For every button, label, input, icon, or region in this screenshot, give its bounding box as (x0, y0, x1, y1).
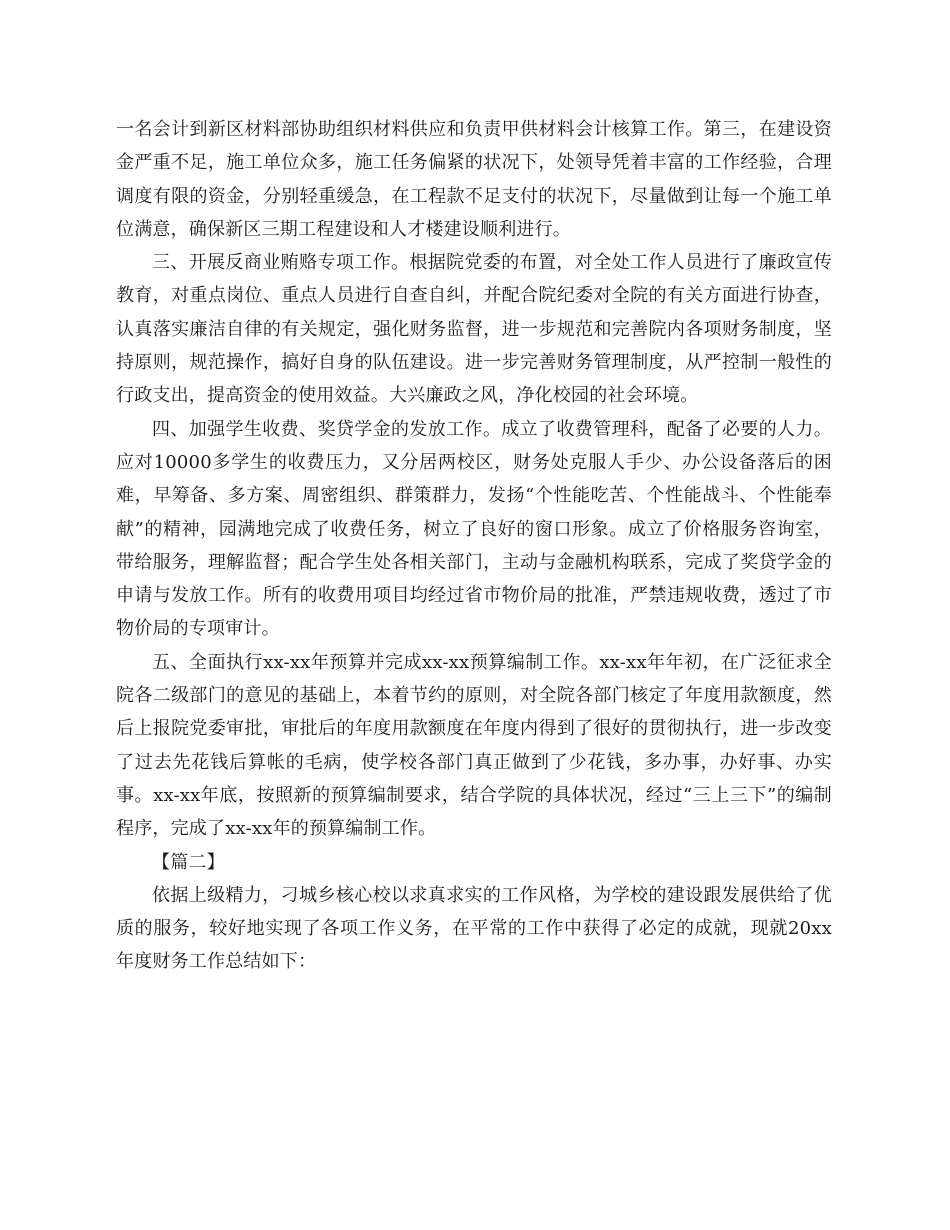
paragraph-continuation: 一名会计到新区材料部协助组织材料供应和负责甲供材料会计核算工作。第三，在建设资金严重不足，施工单位众多，施工任务偏紧的状况下，处领导凭着丰富的工作经验，合理调度有限的资金，分别轻重缓急，在工程款不足支付的状况下，尽量做到让每一个施工单位满意，确保新区三期工程建设和人才楼建设顺利进行。 (116, 119, 832, 240)
paragraph-intro: 依据上级精力，刁城乡核心校以求真求实的工作风格，为学校的建设跟发展供给了优质的服务，较好地实现了各项工作义务，在平常的工作中获得了必定的成就，现就20xx年度财务工作总结如下： (116, 884, 832, 973)
section-heading: 【篇二】 (152, 851, 225, 873)
document-body (116, 113, 832, 979)
paragraph-anti-bribery: 三、开展反商业贿赂专项工作。根据院党委的布置，对全处工作人员进行了廉政宣传教育，对重点岗位、重点人员进行自查自纠，并配合院纪委对全院的有关方面进行协查，认真落实廉洁自律的有关规定，强化财务监督，进一步规范和完善院内各项财务制度，坚持原则，规范操作，搞好自身的队伍建设。进一步完善财务管理制度，从严控制一般性的行政支出，提高资金的使用效益。大兴廉政之风，净化校园的社会环境。 (116, 252, 832, 407)
paragraph-student-fees: 四、加强学生收费、奖贷学金的发放工作。成立了收费管理科，配备了必要的人力。应对10000多学生的收费压力，又分居两校区，财务处克服人手少、办公设备落后的困难，早筹备、多方案、周密组织、群策群力，发扬“个性能吃苦、个性能战斗、个性能奉献”的精神，园满地完成了收费任务，树立了良好的窗口形象。成立了价格服务咨询室，带给服务，理解监督；配合学生处各相关部门，主动与金融机构联系，完成了奖贷学金的申请与发放工作。所有的收费用项目均经过省市物价局的批准，严禁违规收费，透过了市物价局的专项审计。 (116, 418, 832, 640)
paragraph-budget: 五、全面执行xx-xx年预算并完成xx-xx预算编制工作。xx-xx年年初，在广泛征求全院各二级部门的意见的基础上，本着节约的原则，对全院各部门核定了年度用款额度，然后上报院党委审批，审批后的年度用款额度在年度内得到了很好的贯彻执行，进一步改变了过去先花钱后算帐的毛病，使学校各部门真正做到了少花钱，多办事，办好事、办实事。xx-xx年底，按照新的预算编制要求，结合学院的具体状况，经过“三上三下”的编制程序，完成了xx-xx年的预算编制工作。 (116, 651, 832, 840)
